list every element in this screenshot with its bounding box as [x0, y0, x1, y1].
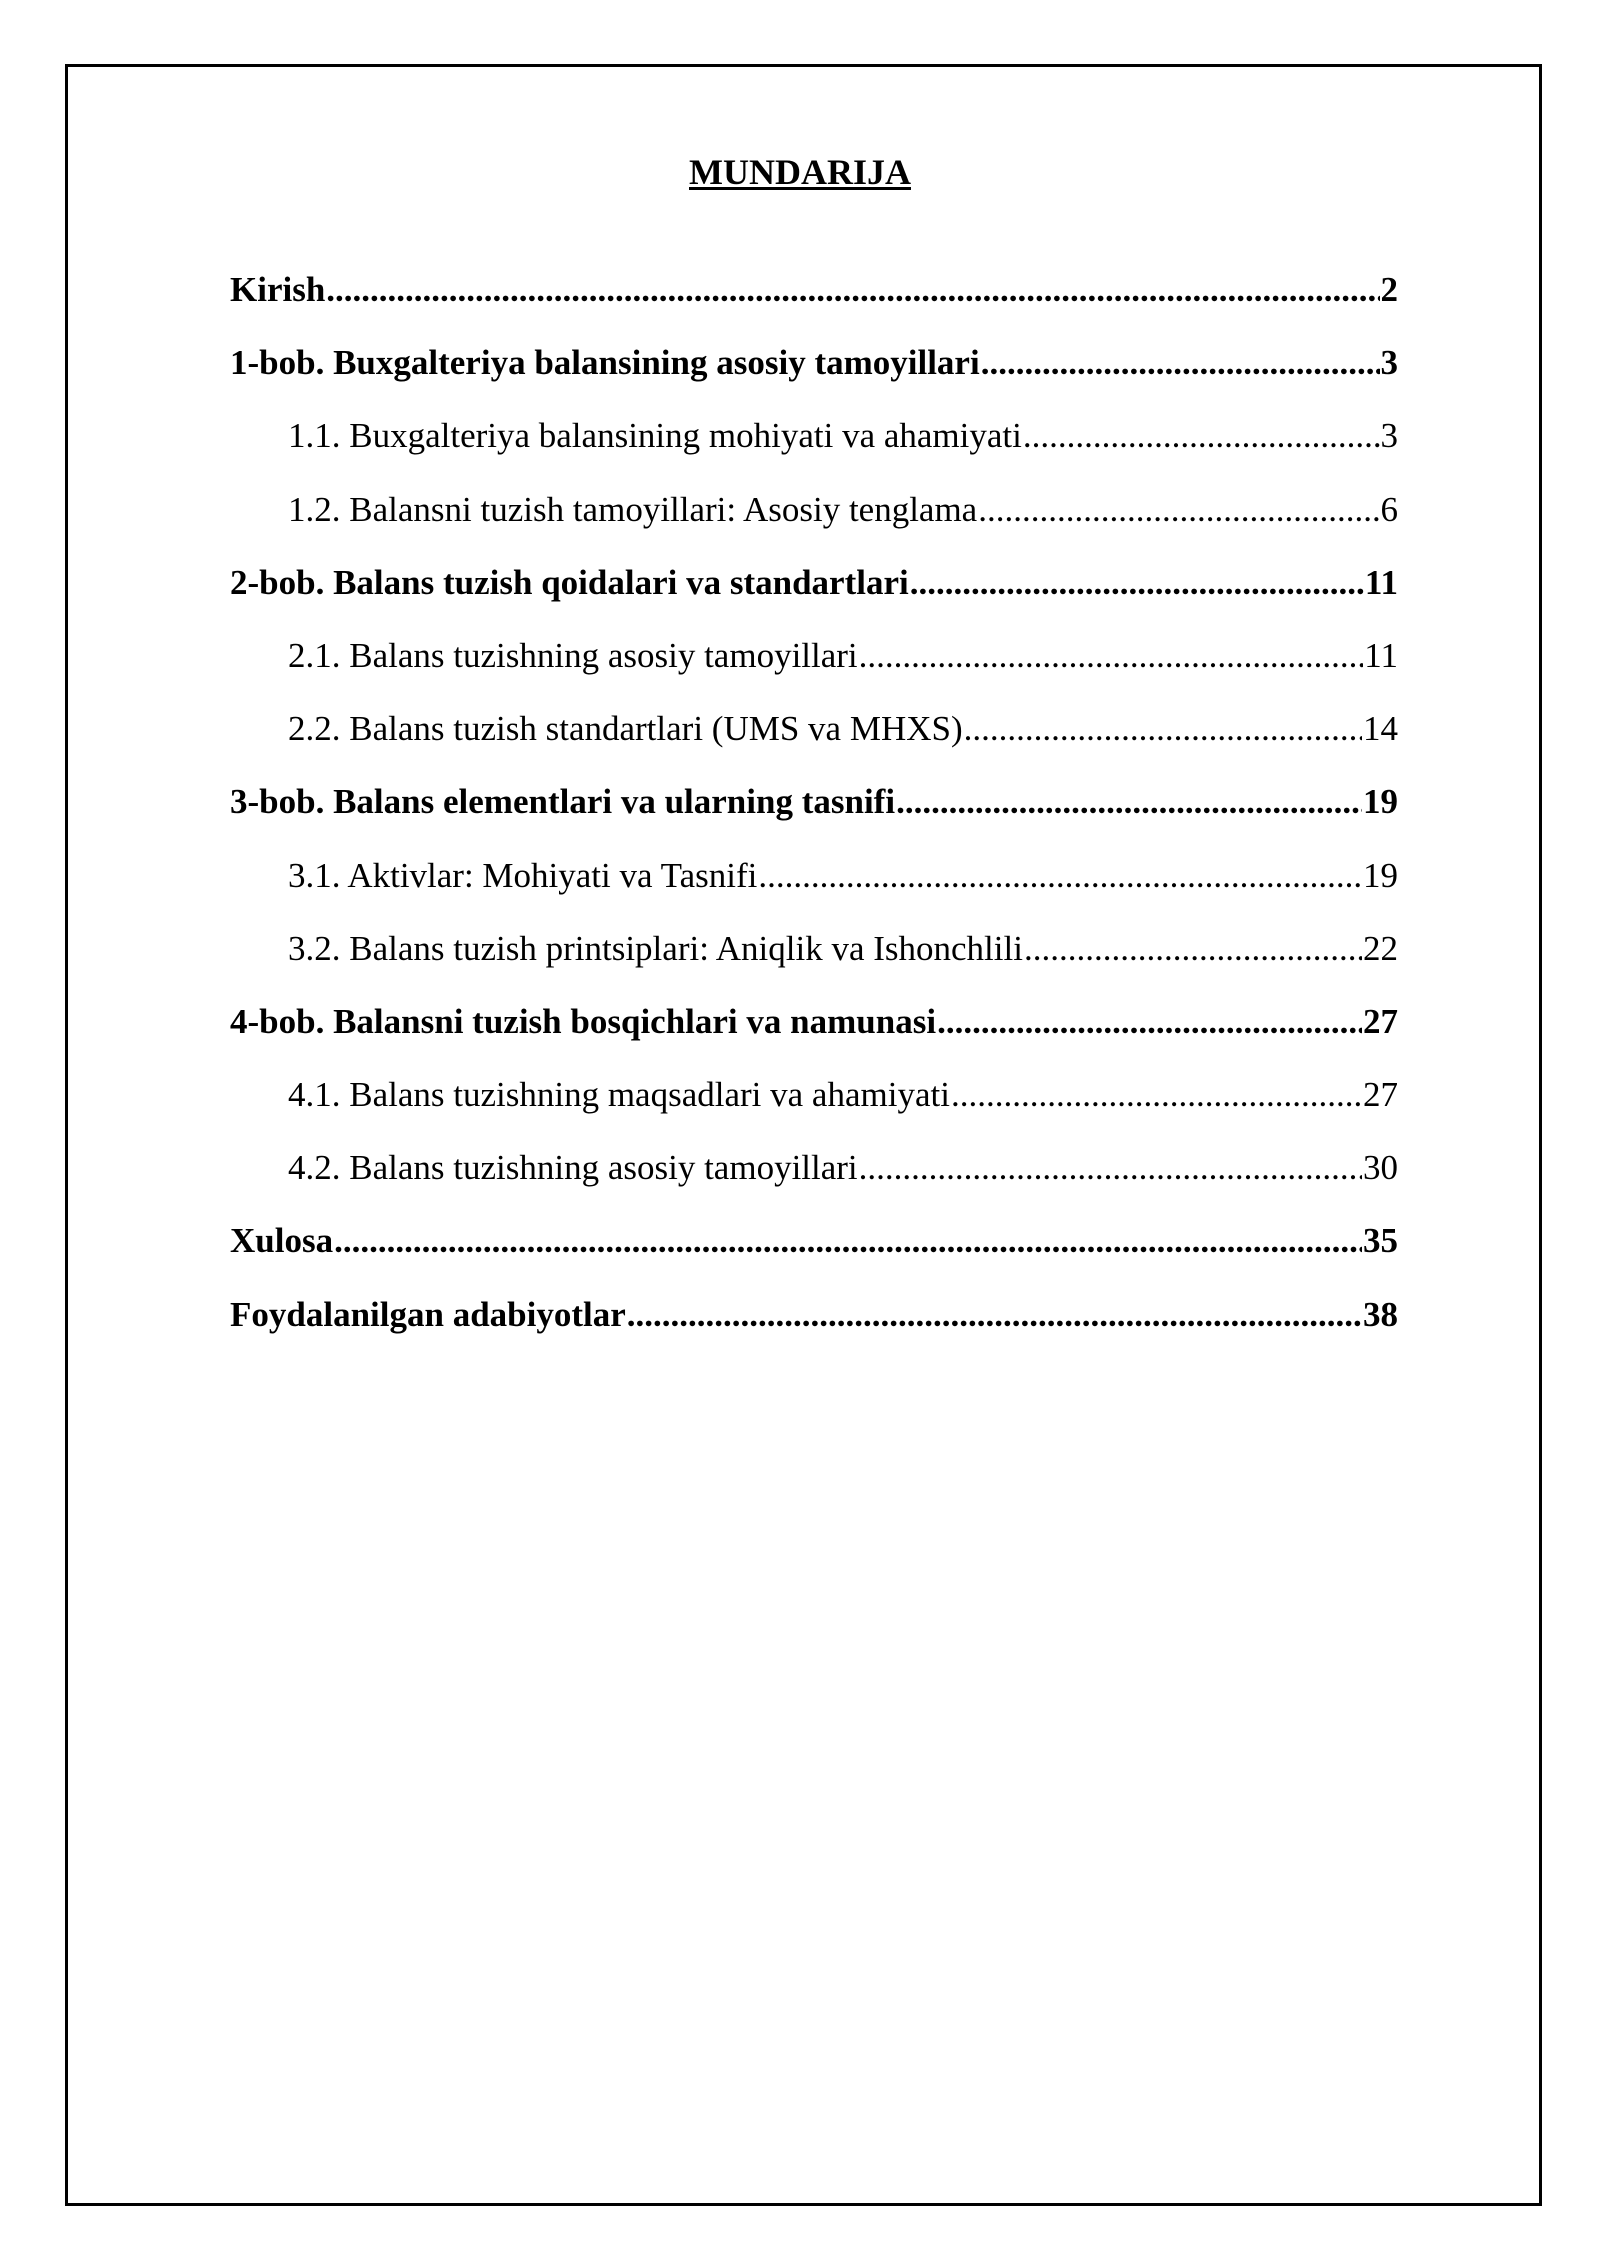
toc-dot-leader: [326, 265, 1379, 315]
toc-dot-leader: [910, 558, 1364, 608]
toc-entry-page: 2: [1380, 270, 1398, 309]
toc-entry-page: 35: [1363, 1221, 1398, 1261]
toc-entry-page: 11: [1364, 635, 1398, 675]
toc-entry[interactable]: [230, 777, 1398, 850]
toc-entry[interactable]: [230, 704, 1398, 777]
toc-entry[interactable]: [230, 338, 1398, 411]
toc-entry-page: 38: [1363, 1294, 1398, 1334]
toc-dot-leader: [1024, 924, 1362, 974]
toc-entry-label: Kirish: [230, 270, 326, 309]
toc-dot-leader: [859, 631, 1364, 681]
toc-entry-label: 4.1. Balans tuzishning maqsadlari va ahamiyati: [288, 1075, 950, 1115]
toc-entry-page: 22: [1363, 928, 1398, 968]
toc-entry-label: 1.1. Buxgalteriya balansining mohiyati va ahamiyati: [288, 416, 1022, 456]
toc-dot-leader: [627, 1290, 1362, 1340]
toc-entry-page: 27: [1363, 1001, 1398, 1041]
toc-entry-label: 1-bob. Buxgalteriya balansining asosiy tamoyillari: [230, 343, 980, 383]
toc-entry-label: 4-bob. Balansni tuzish bosqichlari va namunasi: [230, 1001, 937, 1041]
toc-entry[interactable]: [230, 265, 1398, 338]
toc-entry[interactable]: [230, 485, 1398, 558]
toc-entry-label: 2.2. Balans tuzish standartlari (UMS va MHXS): [288, 709, 963, 749]
toc-entry[interactable]: [230, 411, 1398, 484]
toc-entry-page: 3: [1380, 343, 1398, 383]
toc-entry[interactable]: [230, 1070, 1398, 1143]
toc-entry[interactable]: [230, 1143, 1398, 1216]
toc-entry[interactable]: [230, 1290, 1398, 1363]
toc-dot-leader: [758, 851, 1362, 901]
table-of-contents: [230, 265, 1398, 1363]
toc-entry-label: Xulosa: [230, 1221, 334, 1261]
toc-entry-page: 19: [1363, 855, 1398, 895]
toc-entry-page: 14: [1363, 709, 1398, 749]
toc-dot-leader: [937, 997, 1362, 1047]
toc-entry-page: 30: [1363, 1148, 1398, 1188]
toc-entry-page: 6: [1380, 489, 1398, 529]
toc-dot-leader: [978, 485, 1379, 535]
toc-entry-page: 11: [1364, 562, 1398, 602]
toc-entry[interactable]: [230, 851, 1398, 924]
toc-entry-label: 2-bob. Balans tuzish qoidalari va standartlari: [230, 562, 909, 602]
toc-entry-label: 3-bob. Balans elementlari va ularning tasnifi: [230, 782, 896, 822]
toc-dot-leader: [981, 338, 1380, 388]
toc-entry[interactable]: [230, 997, 1398, 1070]
toc-entry-label: 2.1. Balans tuzishning asosiy tamoyillari: [288, 635, 858, 675]
toc-dot-leader: [334, 1216, 1362, 1266]
toc-dot-leader: [859, 1143, 1362, 1193]
toc-entry-label: 1.2. Balansni tuzish tamoyillari: Asosiy tenglama: [288, 489, 978, 529]
toc-entry-label: Foydalanilgan adabiyotlar: [230, 1294, 626, 1334]
toc-dot-leader: [964, 704, 1362, 754]
toc-entry-label: 3.1. Aktivlar: Mohiyati va Tasnifi: [288, 855, 758, 895]
toc-entry[interactable]: [230, 1216, 1398, 1289]
toc-entry-label: 4.2. Balans tuzishning asosiy tamoyillari: [288, 1148, 858, 1188]
toc-entry[interactable]: [230, 924, 1398, 997]
toc-entry-page: 3: [1380, 416, 1398, 456]
toc-entry[interactable]: [230, 558, 1398, 631]
toc-dot-leader: [896, 777, 1362, 827]
toc-dot-leader: [951, 1070, 1362, 1120]
toc-entry-page: 27: [1363, 1075, 1398, 1115]
toc-entry[interactable]: [230, 631, 1398, 704]
toc-dot-leader: [1023, 411, 1380, 461]
toc-entry-page: 19: [1363, 782, 1398, 822]
toc-entry-label: 3.2. Balans tuzish printsiplari: Aniqlik va Ishonchlili: [288, 928, 1023, 968]
page-title: MUNDARIJA: [689, 152, 911, 192]
